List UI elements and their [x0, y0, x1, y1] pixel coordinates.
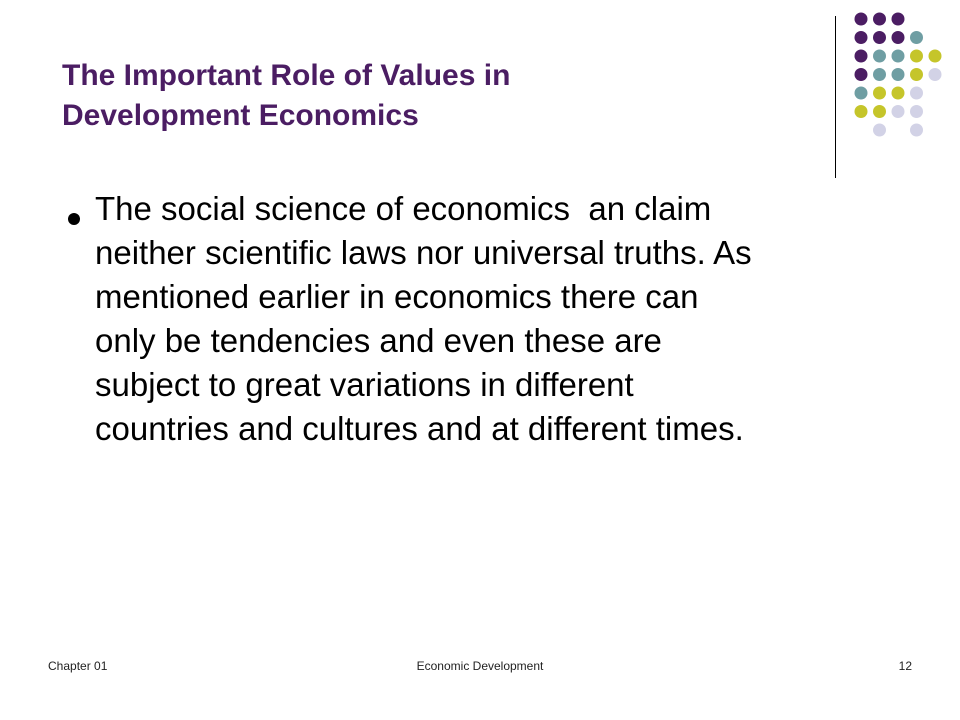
decorative-dot-purple	[855, 13, 868, 26]
decorative-dot-lavender	[910, 124, 923, 137]
decorative-dot-olive	[873, 87, 886, 100]
decorative-dot-teal	[873, 50, 886, 63]
decorative-dot-lavender	[892, 105, 905, 118]
bullet-dot-icon	[68, 213, 80, 225]
decorative-dot-olive	[892, 87, 905, 100]
decorative-dot-olive	[873, 105, 886, 118]
decorative-dot-lavender	[873, 124, 886, 137]
decorative-dot-teal	[892, 50, 905, 63]
decorative-dot-lavender	[910, 105, 923, 118]
decorative-dot-teal	[873, 68, 886, 81]
bullet-text-line-4: only be tendencies and even these are	[95, 322, 662, 359]
bullet-text-line-5: subject to great variations in different	[95, 366, 634, 403]
bullet-text-line-6: countries and cultures and at different times.	[95, 410, 744, 447]
decorative-dot-olive	[929, 50, 942, 63]
decorative-dot-lavender	[910, 87, 923, 100]
decorative-dot-teal	[855, 87, 868, 100]
bullet-list	[62, 187, 922, 451]
slide-title	[62, 56, 802, 136]
decorative-dot-purple	[873, 31, 886, 44]
decorative-dot-purple	[855, 50, 868, 63]
decorative-dot-teal	[910, 31, 923, 44]
decorative-dot-purple	[855, 31, 868, 44]
decorative-dot-teal	[892, 68, 905, 81]
footer-slide-number: 12	[898, 659, 912, 673]
decorative-dot-olive	[855, 105, 868, 118]
bullet-text-line-2: neither scientific laws nor universal truths. As	[95, 234, 752, 271]
vertical-divider	[835, 16, 836, 178]
slide-title-line-1: The Important Role of Values in	[62, 59, 511, 92]
decorative-dot-purple	[892, 31, 905, 44]
slide-title-line-2: Development Economics	[62, 99, 419, 132]
bullet-text-line-1: The social science of economics an claim	[95, 190, 712, 227]
decorative-dot-purple	[855, 68, 868, 81]
decorative-dot-olive	[910, 50, 923, 63]
decorative-dot-olive	[910, 68, 923, 81]
bullet-item	[62, 187, 922, 451]
footer-chapter: Chapter 01	[48, 659, 108, 673]
bullet-text-line-3: mentioned earlier in economics there can	[95, 278, 699, 315]
footer-course-title: Economic Development	[416, 659, 544, 673]
decorative-dot-purple	[892, 13, 905, 26]
decorative-dot-lavender	[929, 68, 942, 81]
decorative-dot-purple	[873, 13, 886, 26]
bullet-text	[95, 187, 922, 451]
